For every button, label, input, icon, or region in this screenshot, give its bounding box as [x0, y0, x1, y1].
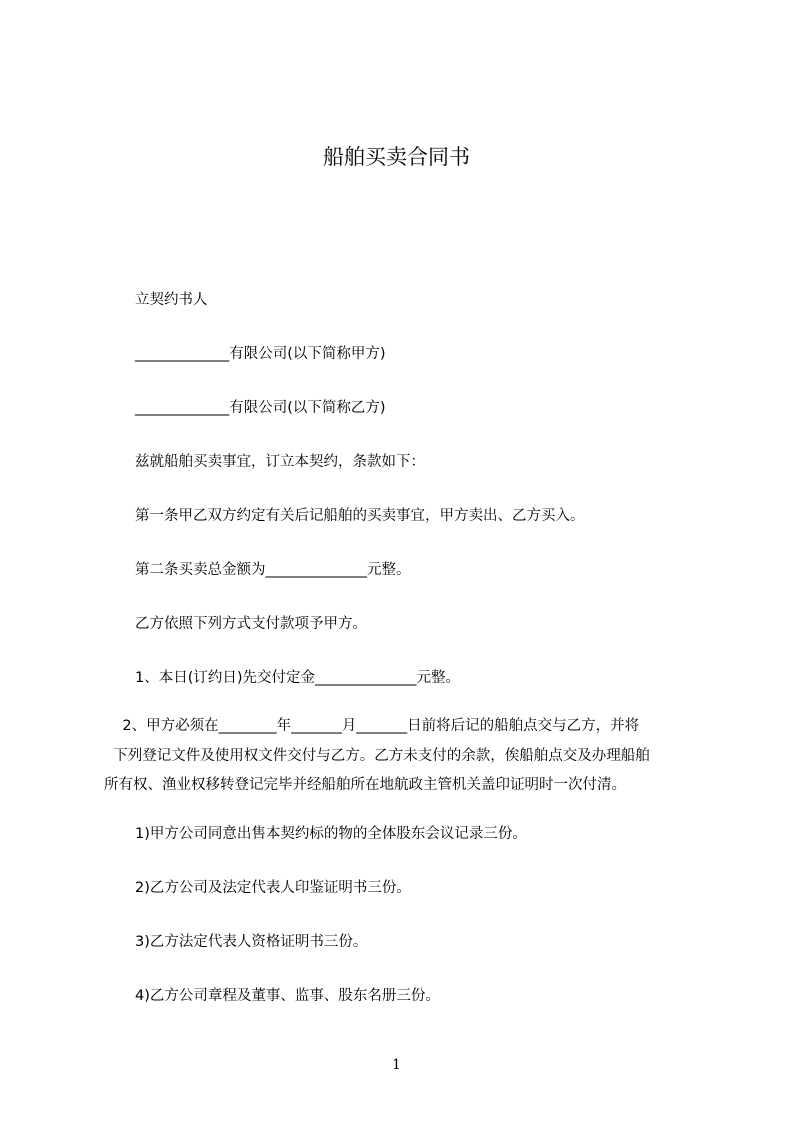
parties-heading: 立契约书人 [135, 292, 208, 308]
delivery-clause-paragraph [104, 712, 724, 801]
document-list-item: 4)乙方公司章程及董事、监事、股东名册三份。 [135, 988, 440, 1004]
document-list-item: 2)乙方公司及法定代表人印鉴证明书三份。 [135, 880, 411, 896]
delivery-clause-line: 所有权、渔业权移转登记完毕并经船舶所在地航政主管机关盖印证明时一次付清。 [104, 777, 626, 793]
deposit-paragraph: 1、本日(订约日)先交付定金______________元整。 [135, 670, 461, 686]
payment-method-paragraph: 乙方依照下列方式支付款项予甲方。 [135, 616, 367, 632]
delivery-clause-line: 2、甲方必须在________年_______月_______日前将后记的船舶点交与乙方，并将 [104, 718, 640, 734]
preamble-paragraph: 兹就船舶买卖事宜，订立本契约，条款如下： [135, 454, 425, 470]
document-list-item: 3)乙方法定代表人资格证明书三份。 [135, 934, 368, 950]
document-title: 船舶买卖合同书 [323, 145, 470, 169]
party-a-line: _____________有限公司(以下简称甲方) [135, 346, 386, 362]
delivery-clause-line: 下列登记文件及使用权文件交付与乙方。乙方未支付的余款，俟船舶点交及办理船舶 [104, 747, 650, 764]
party-b-line: _____________有限公司(以下简称乙方) [135, 400, 386, 416]
article-2-paragraph: 第二条买卖总金额为______________元整。 [135, 562, 411, 578]
page-number: 1 [392, 1057, 401, 1073]
document-list-item: 1)甲方公司同意出售本契约标的物的全体股东会议记录三份。 [135, 826, 527, 842]
article-1-paragraph: 第一条甲乙双方约定有关后记船舶的买卖事宜，甲方卖出、乙方买入。 [135, 508, 585, 524]
